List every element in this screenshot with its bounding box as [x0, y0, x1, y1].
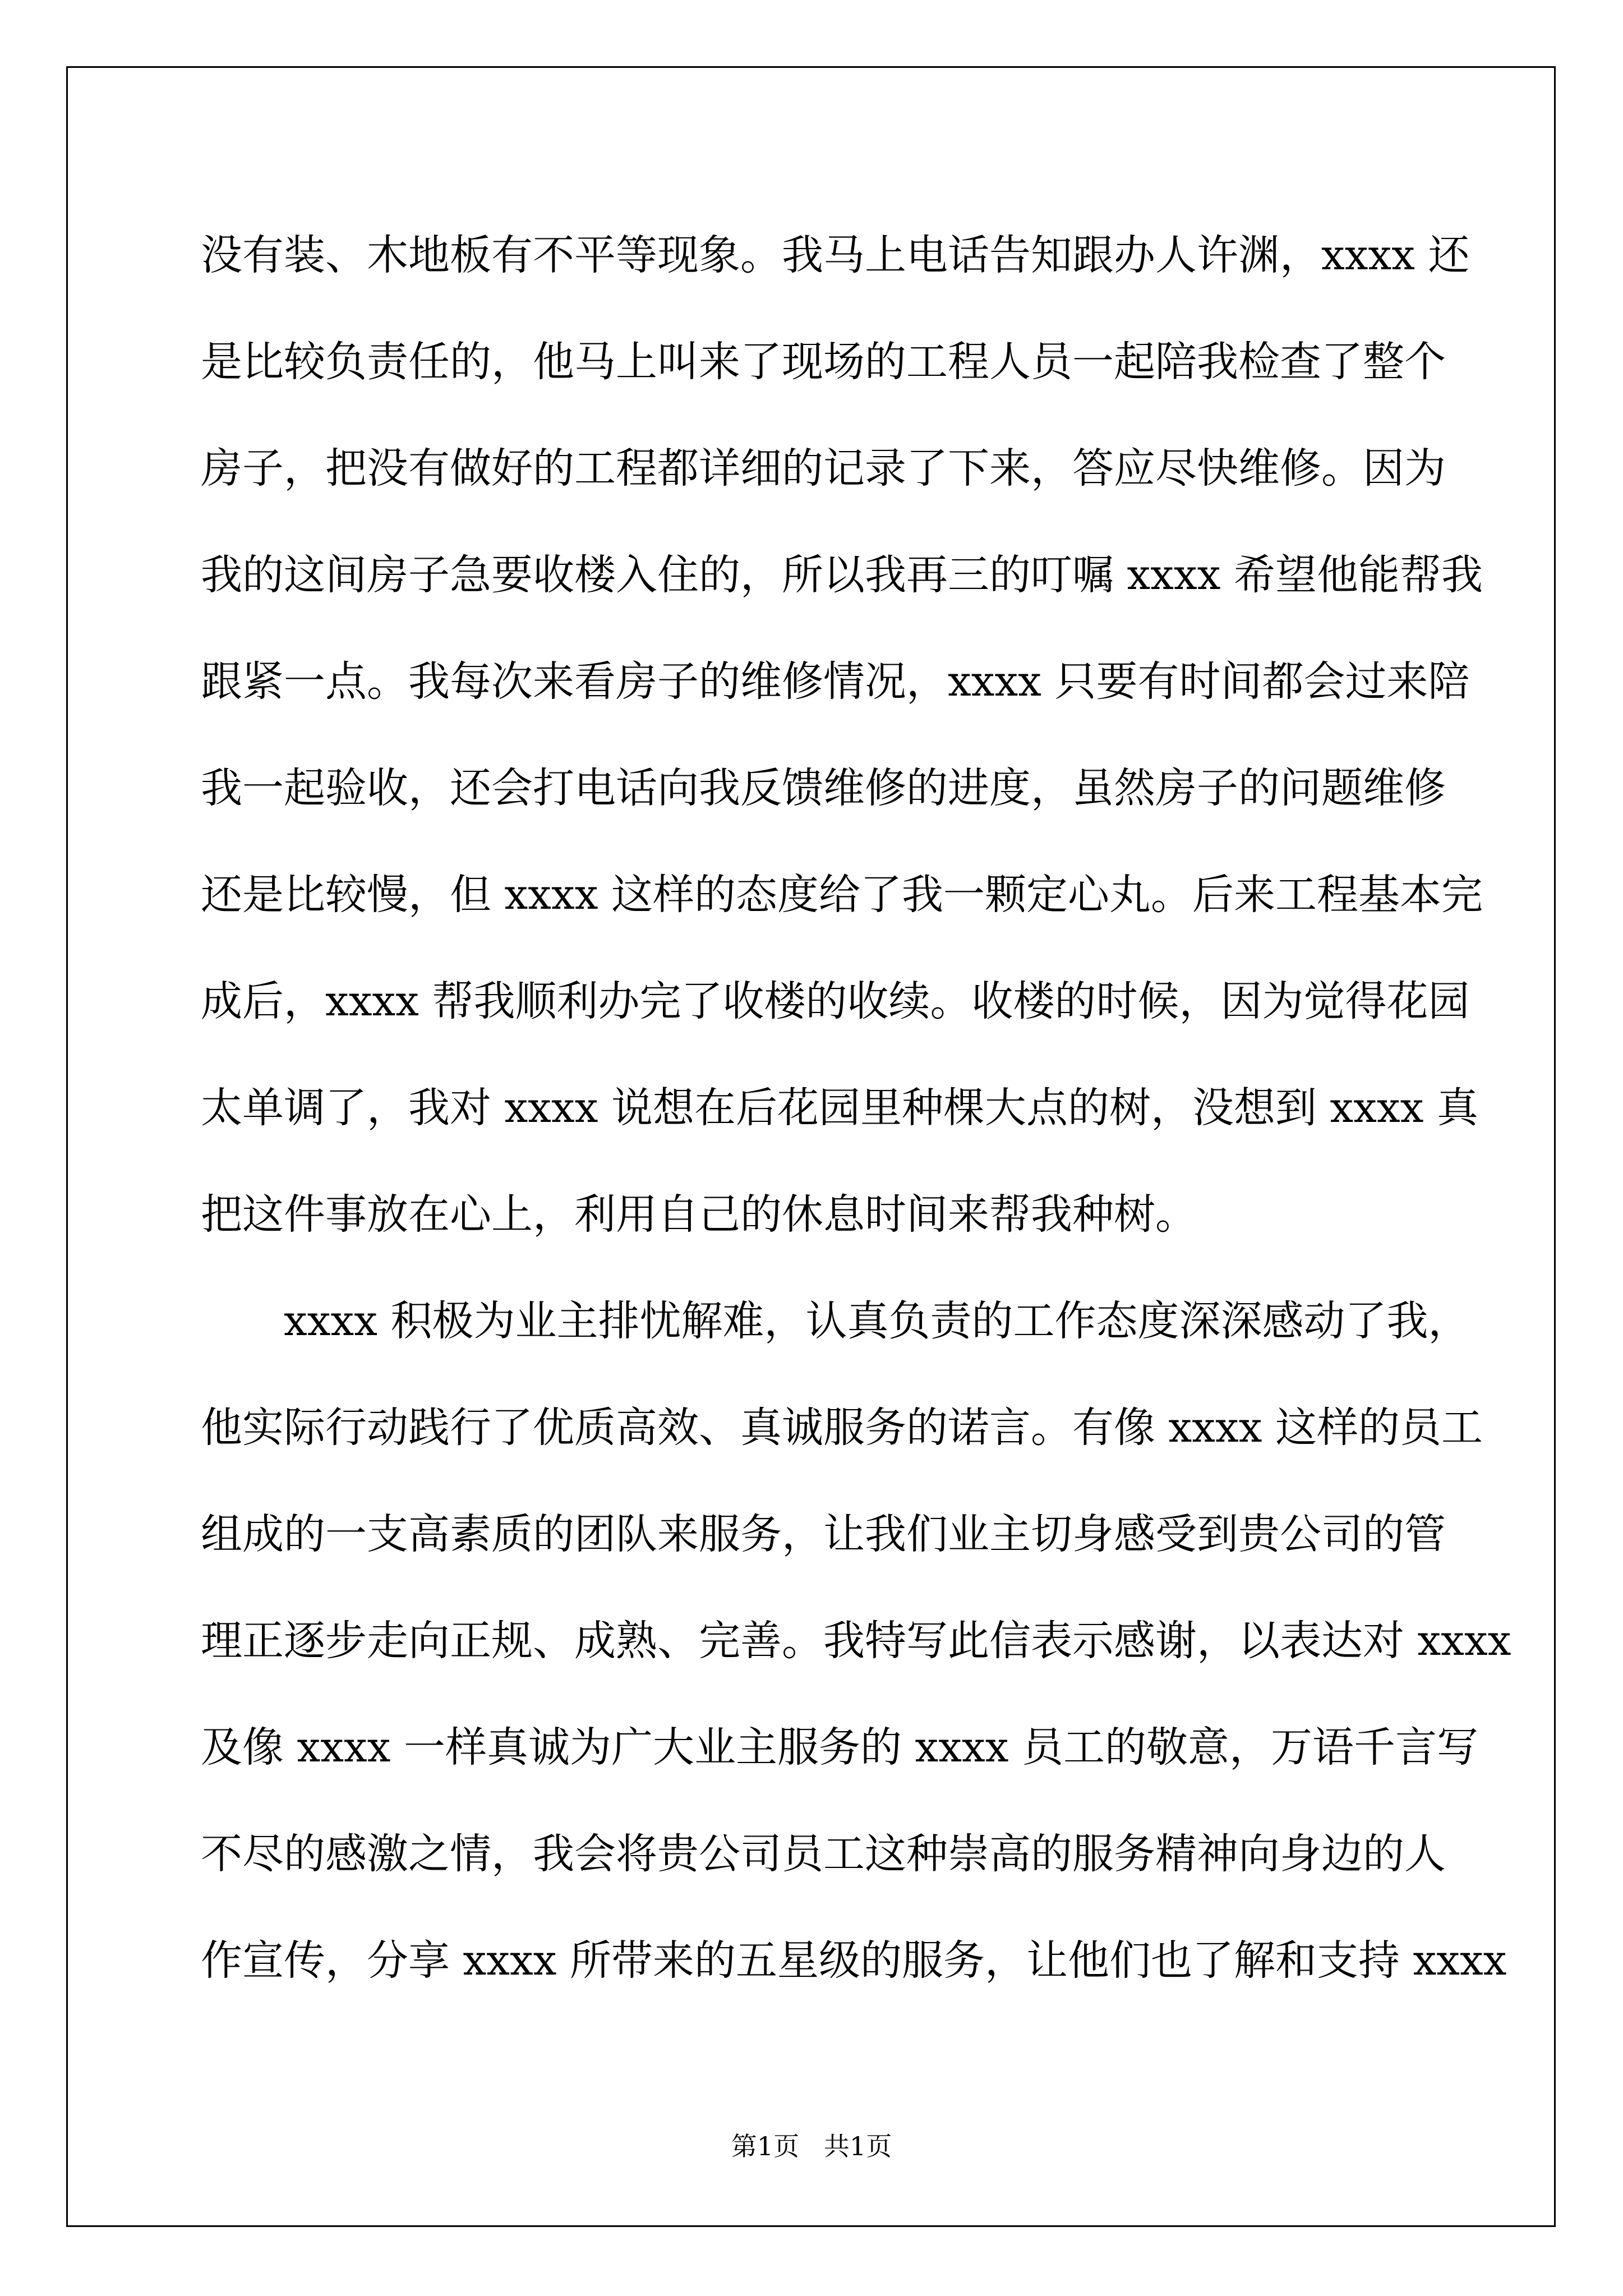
document-body — [201, 202, 1511, 2014]
paragraph-end-line: 把这件事放在心上，利用自己的休息时间来帮我种树。 — [201, 1190, 1197, 1239]
text-line: 及像 xxxx 一样真诚为广大业主服务的 xxxx 员工的敬意，万语千言写 — [201, 1723, 1478, 1772]
text-line: 房子，把没有做好的工程都详细的记录了下来，答应尽快维修。因为 — [201, 444, 1446, 493]
text-line: 他实际行动践行了优质高效、真诚服务的诺言。有像 xxxx 这样的员工 — [201, 1404, 1483, 1452]
text-line: 还是比较慢，但 xxxx 这样的态度给了我一颗定心丸。后来工程基本完 — [201, 871, 1483, 919]
text-line: 作宣传，分享 xxxx 所带来的五星级的服务，让他们也了解和支持 xxxx — [201, 1936, 1507, 1985]
text-line: 跟紧一点。我每次来看房子的维修情况，xxxx 只要有时间都会过来陪 — [201, 657, 1470, 706]
text-line: 成后，xxxx 帮我顺利办完了收楼的收续。收楼的时候，因为觉得花园 — [201, 977, 1470, 1025]
text-line: 我的这间房子急要收楼入住的，所以我再三的叮嘱 xxxx 希望他能帮我 — [201, 551, 1483, 599]
text-line: 没有装、木地板有不平等现象。我马上电话告知跟办人许渊，xxxx 还 — [201, 231, 1470, 279]
paragraph-start-line: xxxx 积极为业主排忧解难，认真负责的工作态度深深感动了我， — [284, 1297, 1470, 1345]
text-line: 组成的一支高素质的团队来服务，让我们业主切身感受到贵公司的管 — [201, 1510, 1446, 1558]
page-number-footer: 第1页 共1页 — [731, 2131, 892, 2161]
text-line: 理正逐步走向正规、成熟、完善。我特写此信表示感谢，以表达对 xxxx — [201, 1617, 1511, 1665]
text-line: 太单调了，我对 xxxx 说想在后花园里种棵大点的树，没想到 xxxx 真 — [201, 1084, 1478, 1132]
text-line: 不尽的感激之情，我会将贵公司员工这种崇高的服务精神向身边的人 — [201, 1830, 1446, 1878]
text-line: 是比较负责任的，他马上叫来了现场的工程人员一起陪我检查了整个 — [201, 338, 1446, 386]
text-line: 我一起验收，还会打电话向我反馈维修的进度，虽然房子的问题维修 — [201, 764, 1446, 812]
